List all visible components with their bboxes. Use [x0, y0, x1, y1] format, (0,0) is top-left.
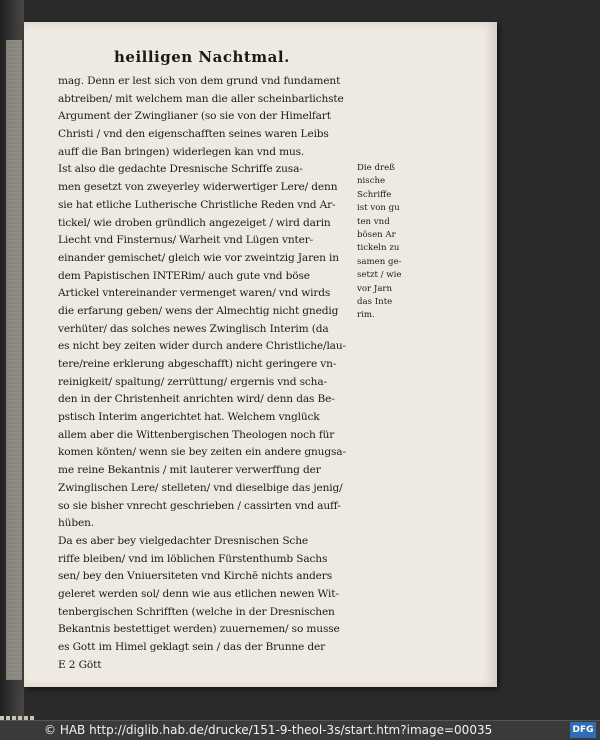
text-line: sen/ bey den Vniuersiteten vnd Kirchē nichts anders	[58, 570, 332, 583]
text-line: Artickel vntereinander vermenget waren/ vnd wirds	[58, 287, 331, 300]
text-line: Bekantnis bestettiget werden) zuuernemen/ so musse	[58, 623, 340, 636]
text-line: Christi / vnd den eigenschafften seines waren Leibs	[58, 128, 329, 141]
marginal-note-line: vor Jarn	[357, 283, 393, 294]
marginal-note-line: ist von gu	[357, 203, 400, 214]
marginal-note-line: bösen Ar	[357, 230, 396, 241]
text-line: komen könten/ wenn sie bey zeiten ein andere gnugsa-	[58, 446, 346, 459]
text-line: tere/reine erklerung abgeschafft) nicht geringere vn-	[58, 358, 337, 370]
marginal-note-line: Schriffe	[357, 189, 392, 200]
text-line: tenbergischen Schrifften (welche in der Dresnischen	[58, 605, 335, 618]
text-line: Zwinglischen Lere/ stelleten/ vnd dieselbige das jenig/	[58, 481, 343, 494]
scanned-page	[24, 22, 497, 687]
text-line: Da es aber bey vielgedachter Dresnischen Sche	[58, 534, 309, 547]
text-line: sie hat etliche Lutherische Christliche Reden vnd Ar-	[58, 198, 336, 211]
marginal-note-line: rim.	[357, 310, 375, 321]
text-line: auff die Ban bringen) widerlegen kan vnd mus.	[58, 145, 305, 158]
text-line: einander gemischet/ gleich wie vor zweintzig Jaren in	[58, 251, 339, 264]
text-line: Ist also die gedachte Dresnische Schriffe zusa-	[58, 163, 303, 176]
text-line: riffe bleiben/ vnd im löblichen Fürstenthumb Sachs	[58, 552, 328, 565]
dfg-logo: DFG	[570, 722, 596, 738]
text-line: geleret werden sol/ denn wie aus etlichen newen Wit-	[58, 587, 339, 600]
text-line: reinigkeit/ spaltung/ zerrüttung/ ergernis vnd scha-	[58, 375, 327, 388]
text-line: mag. Denn er lest sich von dem grund vnd fundament	[58, 75, 341, 87]
text-line: die erfarung geben/ wens der Almechtig nicht gnedig	[58, 304, 339, 317]
marginal-note-line: Die dreß	[357, 163, 395, 173]
text-line: men gesetzt von zweyerley widerwertiger Lere/ denn	[58, 181, 338, 194]
text-line: so sie bisher vnrecht geschrieben / cassirten vnd auff-	[58, 499, 341, 512]
text-line: Argument der Zwinglianer (so sie von der Himelfart	[58, 110, 331, 123]
text-line: Liecht vnd Finsternus/ Warheit vnd Lügen vnter-	[58, 234, 314, 247]
text-line: es nicht bey zeiten wider durch andere Christliche/lau-	[58, 340, 346, 353]
marginal-note	[357, 162, 407, 323]
facing-page-edge	[6, 40, 22, 680]
marginal-note-line: ten vnd	[357, 216, 390, 227]
text-line: tickel/ wie droben gründlich angezeiget / wird darin	[58, 216, 331, 229]
text-line: es Gott im Himel geklagt sein / das der Brunne der	[58, 641, 326, 653]
marginal-note-line: samen ge-	[357, 256, 402, 267]
marginal-note-line: nische	[357, 176, 386, 187]
marginal-note-line: das Inte	[357, 297, 393, 308]
text-line: allem aber die Wittenbergischen Theologen noch für	[58, 428, 335, 441]
text-line: verhüter/ das solches newes Zwinglisch Interim (da	[58, 322, 329, 335]
marginal-note-line: tickeln zu	[357, 243, 400, 254]
marginal-note-line: setzt / wie	[357, 270, 402, 281]
copyright-link[interactable]: © HAB http://diglib.hab.de/drucke/151-9-theol-3s/start.htm?image=00035	[44, 723, 493, 737]
text-line: E 2 Gött	[58, 658, 102, 671]
text-line: me reine Bekantnis / mit lauterer verwerffung der	[58, 464, 321, 477]
text-line: den in der Christenheit anrichten wird/ denn das Be-	[58, 393, 335, 406]
text-line: pstisch Interim angerichtet hat. Welchem vnglück	[58, 411, 320, 424]
footer-bar	[0, 720, 600, 740]
text-line: abtreiben/ mit welchem man die aller scheinbarlichste	[58, 92, 344, 105]
text-line: dem Papistischen INTERim/ auch gute vnd böse	[58, 269, 310, 282]
body-text	[58, 73, 376, 674]
text-line: hüben.	[58, 517, 94, 530]
color-ruler	[0, 709, 40, 720]
running-head: heilligen Nachtmal.	[114, 48, 290, 66]
